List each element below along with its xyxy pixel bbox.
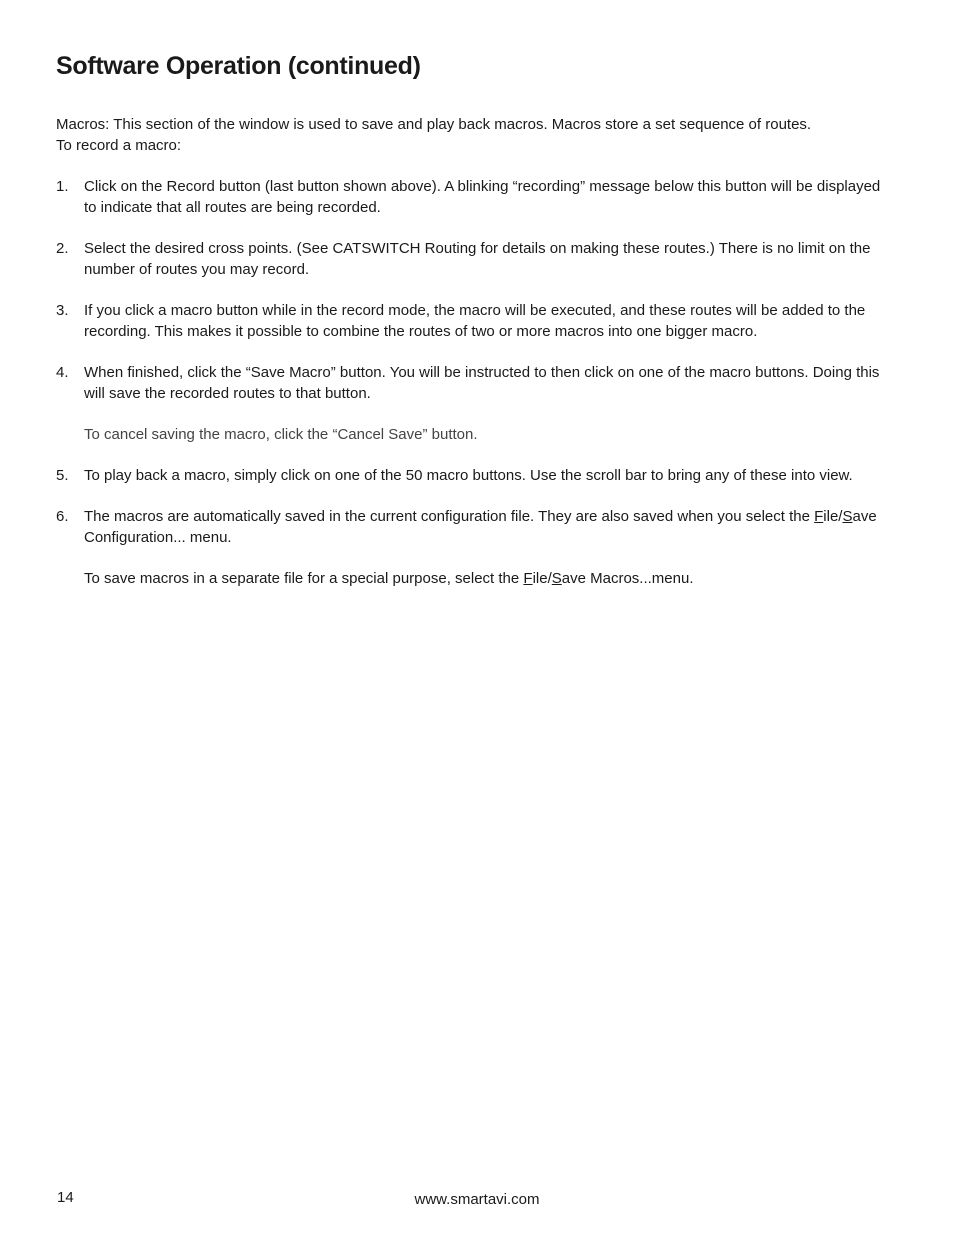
step-number: 6. (56, 508, 69, 525)
step-number: 3. (56, 302, 69, 319)
menu-accelerator-key: F (523, 570, 533, 587)
step-item (56, 465, 896, 486)
step-text: Click on the Record button (last button shown above). A blinking “recording” message below this button will be displayed to indicate that all routes are being recorded. (84, 178, 881, 216)
step-text-segment: ile/ (532, 570, 552, 587)
step-text (84, 568, 896, 589)
intro (56, 114, 896, 156)
page-title: Software Operation (continued) (56, 52, 421, 80)
step-item (56, 176, 896, 218)
menu-accelerator-key: F (814, 508, 824, 525)
menu-accelerator-key: S (551, 570, 562, 587)
intro-line: Macros: This section of the window is used to save and play back macros. Macros store a set sequence of routes. (56, 116, 812, 133)
footer-url: www.smartavi.com (414, 1191, 540, 1208)
menu-accelerator-key: S (842, 508, 853, 525)
intro-line: To record a macro: (56, 137, 182, 154)
page-content (56, 114, 896, 609)
macro-steps-list (56, 176, 896, 589)
step-text: Select the desired cross points. (See CATSWITCH Routing for details on making these routes.) There is no limit on the number of routes you may record. (84, 240, 871, 278)
step-text: To play back a macro, simply click on one of the 50 macro buttons. Use the scroll bar to bring any of these into view. (84, 467, 853, 484)
step-text-segment: To save macros in a separate file for a special purpose, select the (84, 570, 524, 587)
step-text-segment: The macros are automatically saved in the current configuration file. They are also saved when you select the (84, 508, 815, 525)
step-number: 4. (56, 364, 69, 381)
step-text-segment: ave Configuration... menu. (84, 508, 877, 546)
step-number: 1. (56, 178, 69, 195)
step-item (56, 238, 896, 280)
step-text (84, 506, 896, 548)
step-text-segment: ave Macros...menu. (561, 570, 694, 587)
step-item (56, 506, 896, 589)
page-number: 14 (57, 1189, 74, 1206)
step-note: To cancel saving the macro, click the “Cancel Save” button. (84, 426, 478, 443)
step-item (56, 362, 896, 445)
step-number: 5. (56, 467, 69, 484)
step-item (56, 300, 896, 342)
step-text-segment: ile/ (823, 508, 843, 525)
step-text: If you click a macro button while in the record mode, the macro will be executed, and these routes will be added to the recording. This makes it possible to combine the routes of two or more macros into one bigger macro. (84, 302, 866, 340)
step-text: When finished, click the “Save Macro” button. You will be instructed to then click on one of the macro buttons. Doing this will save the recorded routes to that button. (84, 364, 880, 402)
step-number: 2. (56, 240, 69, 257)
